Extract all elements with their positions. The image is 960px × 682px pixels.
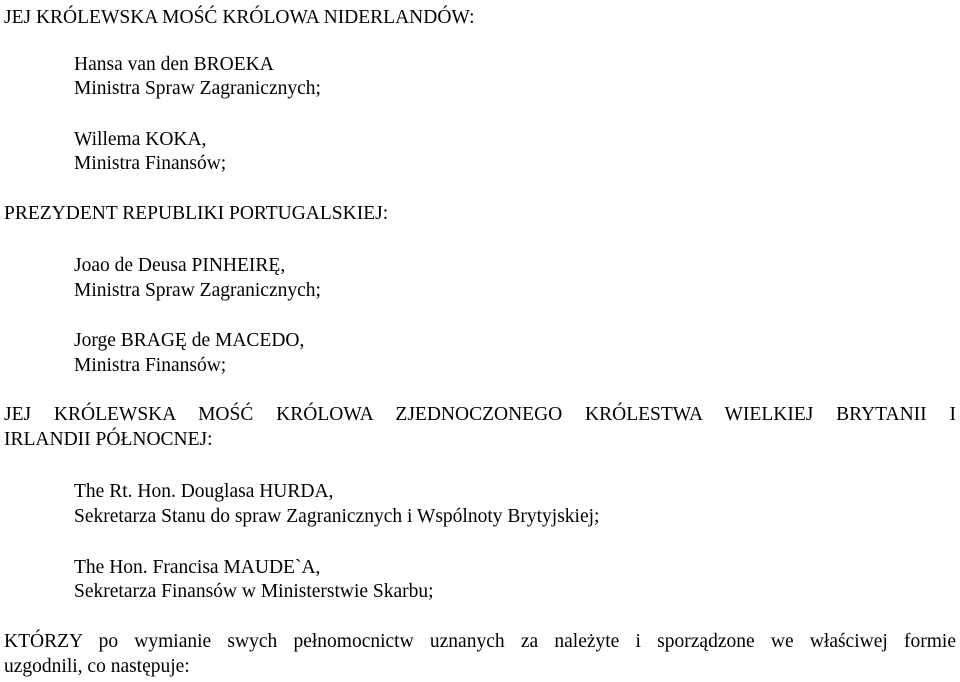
person-name: Jorge BRAGĘ de MACEDO, bbox=[74, 330, 305, 351]
section-heading-uk-line1: JEJ KRÓLEWSKA MOŚĆ KRÓLOWA ZJEDNOCZONEGO KRÓLESTWA WIELKIEJ BRYTANII I bbox=[4, 404, 956, 425]
person-title: Sekretarza Stanu do spraw Zagranicznych i Wspólnoty Brytyjskiej; bbox=[74, 506, 600, 527]
person-name: Joao de Deusa PINHEIRĘ, bbox=[74, 255, 286, 276]
person-title: Ministra Finansów; bbox=[74, 153, 227, 174]
person-title: Ministra Finansów; bbox=[74, 355, 227, 376]
person-name: Hansa van den BROEKA bbox=[74, 54, 274, 75]
person-name: The Rt. Hon. Douglasa HURDA, bbox=[74, 481, 334, 502]
person-name: Willema KOKA, bbox=[74, 129, 207, 150]
person-title: Ministra Spraw Zagranicznych; bbox=[74, 78, 321, 99]
closing-paragraph-line2: uzgodnili, co następuje: bbox=[4, 656, 190, 677]
person-title: Sekretarza Finansów w Ministerstwie Skarbu; bbox=[74, 581, 434, 602]
section-heading-netherlands: JEJ KRÓLEWSKA MOŚĆ KRÓLOWA NIDERLANDÓW: bbox=[4, 7, 475, 28]
person-title: Ministra Spraw Zagranicznych; bbox=[74, 280, 321, 301]
closing-paragraph-line1: KTÓRZY po wymianie swych pełnomocnictw uznanych za należyte i sporządzone we właściwej formie bbox=[4, 631, 956, 652]
person-name: The Hon. Francisa MAUDE`A, bbox=[74, 557, 321, 578]
section-heading-portugal: PREZYDENT REPUBLIKI PORTUGALSKIEJ: bbox=[4, 203, 389, 224]
section-heading-uk-line2: IRLANDII PÓŁNOCNEJ: bbox=[4, 429, 213, 450]
